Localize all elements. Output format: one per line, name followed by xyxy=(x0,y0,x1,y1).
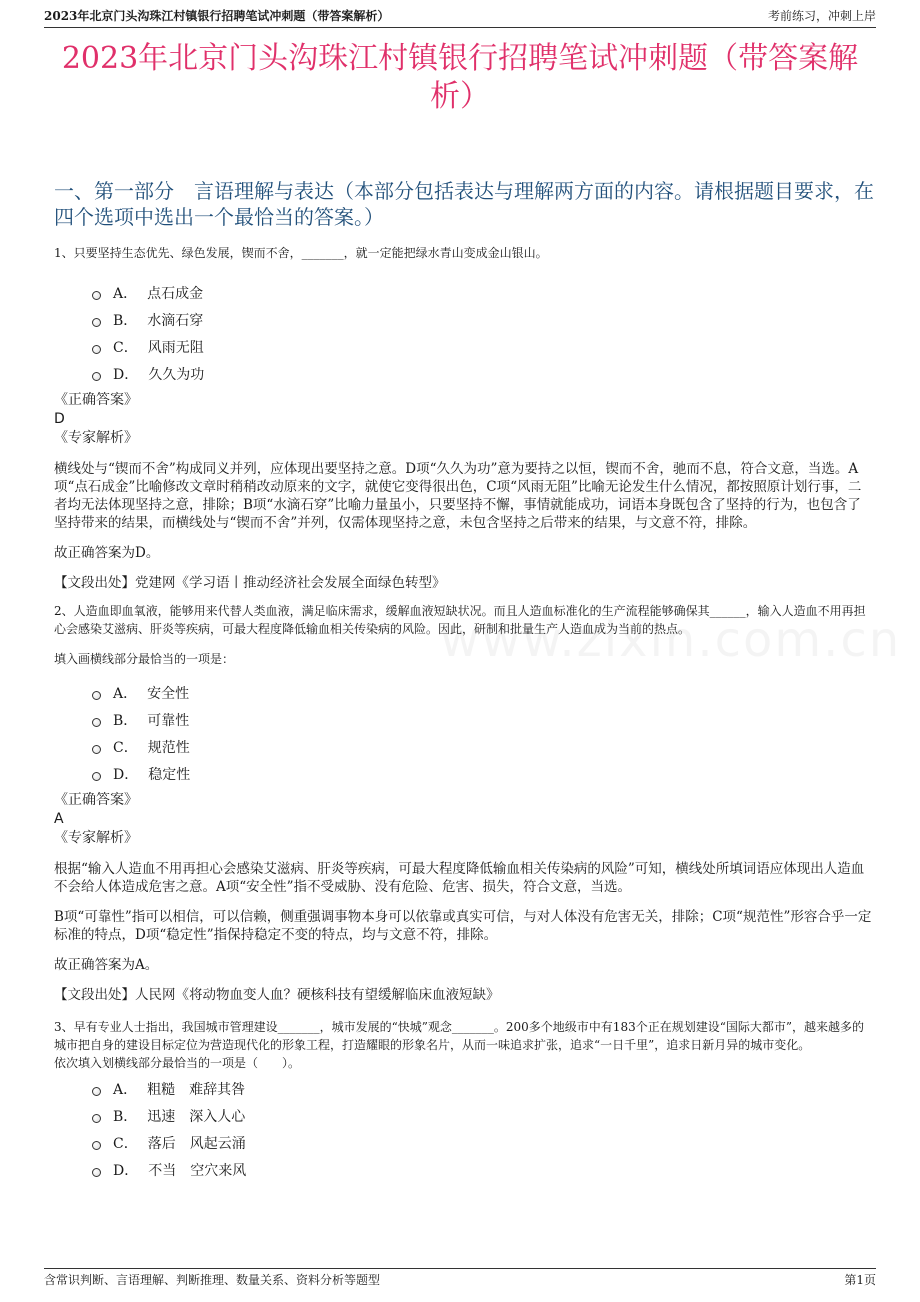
radio-icon[interactable] xyxy=(92,291,101,300)
option-d[interactable] xyxy=(54,1157,874,1184)
option-b[interactable] xyxy=(54,707,874,734)
option-text: 迅速 深入人心 xyxy=(147,1108,246,1125)
option-a[interactable] xyxy=(54,1076,874,1103)
option-letter: C． xyxy=(113,739,138,756)
option-letter: D． xyxy=(113,1162,139,1179)
option-text: 风雨无阻 xyxy=(147,339,204,356)
option-letter: C． xyxy=(113,339,138,356)
option-letter: A． xyxy=(113,685,138,702)
option-c[interactable] xyxy=(54,734,874,761)
analysis-paragraph: B项“可靠性”指可以相信，可以信赖，侧重强调事物本身可以依靠或真实可信，与对人体没有危害无关，排除；C项“规范性”形容合乎一定标准的特点，D项“稳定性”指保持稳定不变的特点，均与文意不符，排除。 xyxy=(54,909,872,943)
option-a[interactable] xyxy=(54,280,874,307)
header-doc-title: 2023年北京门头沟珠江村镇银行招聘笔试冲刺题（带答案解析） xyxy=(44,9,390,23)
option-list xyxy=(54,680,874,788)
footer-description: 含常识判断、言语理解、判断推理、数量关系、资料分析等题型 xyxy=(44,1273,381,1287)
option-letter: B． xyxy=(113,712,138,729)
question-3 xyxy=(54,1018,874,1184)
radio-icon[interactable] xyxy=(92,1114,101,1123)
option-list xyxy=(54,1076,874,1184)
option-text: 不当 空穴来风 xyxy=(148,1162,247,1179)
option-c[interactable] xyxy=(54,334,874,361)
option-letter: B． xyxy=(113,1108,138,1125)
option-text: 粗糙 难辞其咎 xyxy=(147,1081,246,1098)
option-text: 稳定性 xyxy=(148,766,191,783)
section-heading: 一、第一部分 言语理解与表达（本部分包括表达与理解两方面的内容。请根据题目要求，在四个选项中选出一个最恰当的答案。） xyxy=(54,179,874,229)
radio-icon[interactable] xyxy=(92,1168,101,1177)
radio-icon[interactable] xyxy=(92,372,101,381)
option-text: 水滴石穿 xyxy=(147,312,204,329)
option-list xyxy=(54,280,874,388)
analysis-paragraph: 横线处与“锲而不舍”构成同义并列，应体现出要坚持之意。D项“久久为功”意为要持之以恒，锲而不舍，驰而不息，符合文意，当选。A项“点石成金”比喻修改文章时稍稍改动原来的文字，就使它变得很出色，C项“风雨无阻”比喻无论发生什么情况，都按照原计划行事，二者均无法体现坚持之意，排除；B项“水滴石穿”比喻力量虽小，只要坚持不懈，事情就能成功，词语本身既包含了坚持的行为，也包含了坚持带来的结果，而横线处与“锲而不舍”并列，仅需体现坚持之意，未包含坚持之后带来的结果，与文意不符，排除。 xyxy=(54,461,862,531)
option-text: 点石成金 xyxy=(147,285,204,302)
option-text: 规范性 xyxy=(147,739,190,756)
page-prefix: 第 xyxy=(844,1273,857,1287)
radio-icon[interactable] xyxy=(92,1087,101,1096)
analysis-paragraph: 根据“输入人造血不用再担心会感染艾滋病、肝炎等疾病，可最大程度降低输血相关传染病的风险”可知，横线处所填词语应体现出人造血不会给人体造成危害之意。A项“安全性”指不受威胁、没有危险、危害、损失，符合文意，当选。 xyxy=(54,861,865,895)
question-list xyxy=(54,244,874,1184)
option-a[interactable] xyxy=(54,680,874,707)
question-stem: 1、只要坚持生态优先、绿色发展，锲而不舍，_______，就一定能把绿水青山变成金山银山。 xyxy=(54,246,548,260)
option-text: 可靠性 xyxy=(147,712,190,729)
question-stem: 3、早有专业人士指出，我国城市管理建设_______，城市发展的“快城”观念_______。200多个地级市中有183个正在规划建设“国际大都市”，越来越多的城市把自身的建设目标定位为营造现代化的形象工程，打造耀眼的形象名片，从而一味追求扩张，追求“一日千里”，追求日新月异的城市变化。 xyxy=(54,1020,864,1052)
page-number xyxy=(844,1271,876,1288)
option-letter: A． xyxy=(113,1081,138,1098)
answer-value: A xyxy=(54,811,64,827)
question-2 xyxy=(54,602,874,1004)
radio-icon[interactable] xyxy=(92,691,101,700)
option-b[interactable] xyxy=(54,1103,874,1130)
source-citation: 【文段出处】党建网《学习语丨推动经济社会发展全面绿色转型》 xyxy=(54,575,446,591)
option-d[interactable] xyxy=(54,761,874,788)
question-instruction: 依次填入划横线部分最恰当的一项是（ ）。 xyxy=(54,1056,301,1070)
radio-icon[interactable] xyxy=(92,318,101,327)
option-text: 落后 风起云涌 xyxy=(147,1135,246,1152)
option-letter: D． xyxy=(113,366,139,383)
answer-value: D xyxy=(54,411,65,427)
analysis-label: 《专家解析》 xyxy=(54,830,138,846)
option-letter: B． xyxy=(113,312,138,329)
option-d[interactable] xyxy=(54,361,874,388)
option-letter: D． xyxy=(113,766,139,783)
radio-icon[interactable] xyxy=(92,745,101,754)
option-letter: A． xyxy=(113,285,138,302)
source-citation: 【文段出处】人民网《将动物血变人血？硬核科技有望缓解临床血液短缺》 xyxy=(54,987,500,1003)
option-c[interactable] xyxy=(54,1130,874,1157)
analysis-label: 《专家解析》 xyxy=(54,430,138,446)
page-title: 2023年北京门头沟珠江村镇银行招聘笔试冲刺题（带答案解析） xyxy=(61,41,859,114)
page-suffix: 页 xyxy=(863,1273,876,1287)
radio-icon[interactable] xyxy=(92,345,101,354)
radio-icon[interactable] xyxy=(92,1141,101,1150)
question-stem: 2、人造血即血氧液，能够用来代替人类血液，满足临床需求，缓解血液短缺状况。而且人造血标准化的生产流程能够确保其______，输入人造血不用再担心会感染艾滋病、肝炎等疾病，可最大程度降低输血相关传染病的风险。因此，研制和批量生产人造血成为当前的热点。 xyxy=(54,604,866,636)
radio-icon[interactable] xyxy=(92,718,101,727)
page-num: 1 xyxy=(856,1273,864,1287)
option-b[interactable] xyxy=(54,307,874,334)
option-letter: C． xyxy=(113,1135,138,1152)
option-text: 安全性 xyxy=(147,685,190,702)
analysis-conclusion: 故正确答案为A。 xyxy=(54,957,159,973)
page-header xyxy=(44,8,876,28)
question-instruction: 填入画横线部分最恰当的一项是： xyxy=(54,652,235,666)
answer-label: 《正确答案》 xyxy=(54,792,138,808)
question-1 xyxy=(54,244,874,592)
radio-icon[interactable] xyxy=(92,772,101,781)
option-text: 久久为功 xyxy=(148,366,205,383)
page-footer xyxy=(44,1268,876,1288)
analysis-conclusion: 故正确答案为D。 xyxy=(54,545,160,561)
header-slogan: 考前练习，冲刺上岸 xyxy=(767,9,876,23)
answer-label: 《正确答案》 xyxy=(54,392,138,408)
